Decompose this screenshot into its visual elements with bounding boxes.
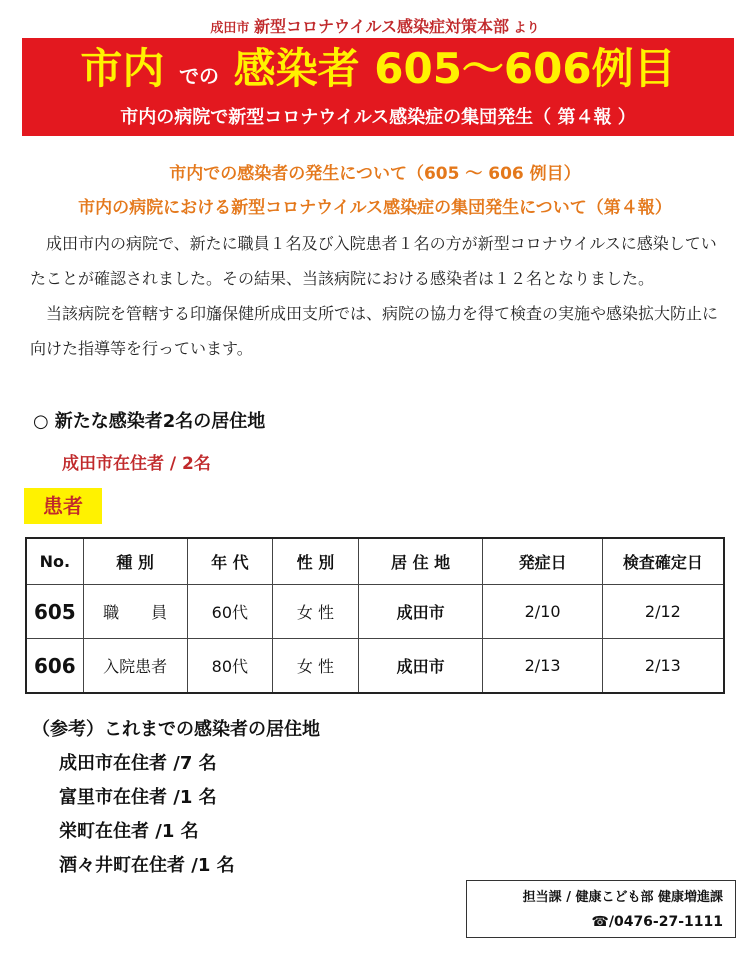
- table-row: [26, 585, 724, 639]
- header-residence: 居 住 地: [358, 538, 483, 585]
- table-header-row: [26, 538, 724, 585]
- cell-onset: 2/10: [483, 585, 602, 639]
- source-suffix: より: [513, 21, 540, 36]
- header-confirmed: 検査確定日: [602, 538, 724, 585]
- header-no: No.: [26, 538, 83, 585]
- source-org: 新型コロナウイルス感染症対策本部: [253, 17, 510, 36]
- headline-subtitle: 市内の病院で新型コロナウイルス感染症の集団発生（ 第４報 ）: [120, 107, 636, 128]
- body-text: [30, 226, 722, 366]
- new-cases-heading: [33, 407, 265, 433]
- contact-phone: ☎/0476-27-1111: [591, 914, 723, 930]
- paragraph-1: 成田市内の病院で、新たに職員１名及び入院患者１名の方が新型コロナウイルスに感染していたことが確認されました。その結果、当該病院における感染者は１２名となりました。: [30, 234, 717, 288]
- headline: [22, 44, 734, 101]
- contact-box: [466, 880, 736, 938]
- cell-confirmed: 2/12: [602, 585, 724, 639]
- contact-department: 担当課 / 健康こども部 健康増進課: [522, 890, 723, 905]
- cases-table: [25, 537, 725, 694]
- reference-item: 富里市在住者 /1 名: [59, 787, 217, 808]
- reference-title: （参考）これまでの感染者の居住地: [32, 719, 320, 740]
- headline-de: での: [179, 64, 220, 88]
- cell-sex: 女 性: [273, 585, 359, 639]
- cell-confirmed: 2/13: [602, 639, 724, 694]
- source-prefix: 成田市: [210, 21, 250, 36]
- reference-item: 成田市在住者 /7 名: [59, 753, 217, 774]
- headline-part2: 感染者 605～606例目: [233, 44, 676, 93]
- cell-residence: 成田市: [358, 585, 483, 639]
- section-title-1: 市内での感染者の発生について（605 ～ 606 例目）: [169, 164, 581, 184]
- headline-part1: 市内: [80, 44, 165, 93]
- cell-type: 職 員: [83, 585, 187, 639]
- cell-onset: 2/13: [483, 639, 602, 694]
- reference-section: [33, 713, 320, 883]
- paragraph-2: 当該病院を管轄する印旛保健所成田支所では、病院の協力を得て検査の実施や感染拡大防止に向けた指導等を行っています。: [30, 304, 719, 358]
- cell-type: 入院患者: [83, 639, 187, 694]
- cell-residence: 成田市: [358, 639, 483, 694]
- new-cases-detail: 成田市在住者 / 2名: [62, 454, 211, 474]
- circle-icon: ○: [33, 411, 49, 432]
- section-title-2: 市内の病院における新型コロナウイルス感染症の集団発生について（第４報）: [78, 198, 672, 218]
- cell-no: 605: [26, 585, 83, 639]
- headline-banner: [22, 38, 734, 136]
- header-age: 年 代: [187, 538, 273, 585]
- cell-no: 606: [26, 639, 83, 694]
- patient-badge: 患者: [24, 488, 102, 524]
- header-sex: 性 別: [273, 538, 359, 585]
- reference-item: 酒々井町在住者 /1 名: [59, 855, 235, 876]
- table-row: [26, 639, 724, 694]
- reference-item: 栄町在住者 /1 名: [59, 821, 199, 842]
- cell-sex: 女 性: [273, 639, 359, 694]
- new-cases-heading-text: 新たな感染者2名の居住地: [54, 411, 266, 432]
- source-line: [0, 14, 750, 37]
- section-titles: [0, 157, 750, 225]
- header-type: 種 別: [83, 538, 187, 585]
- cell-age: 80代: [187, 639, 273, 694]
- cell-age: 60代: [187, 585, 273, 639]
- header-onset: 発症日: [483, 538, 602, 585]
